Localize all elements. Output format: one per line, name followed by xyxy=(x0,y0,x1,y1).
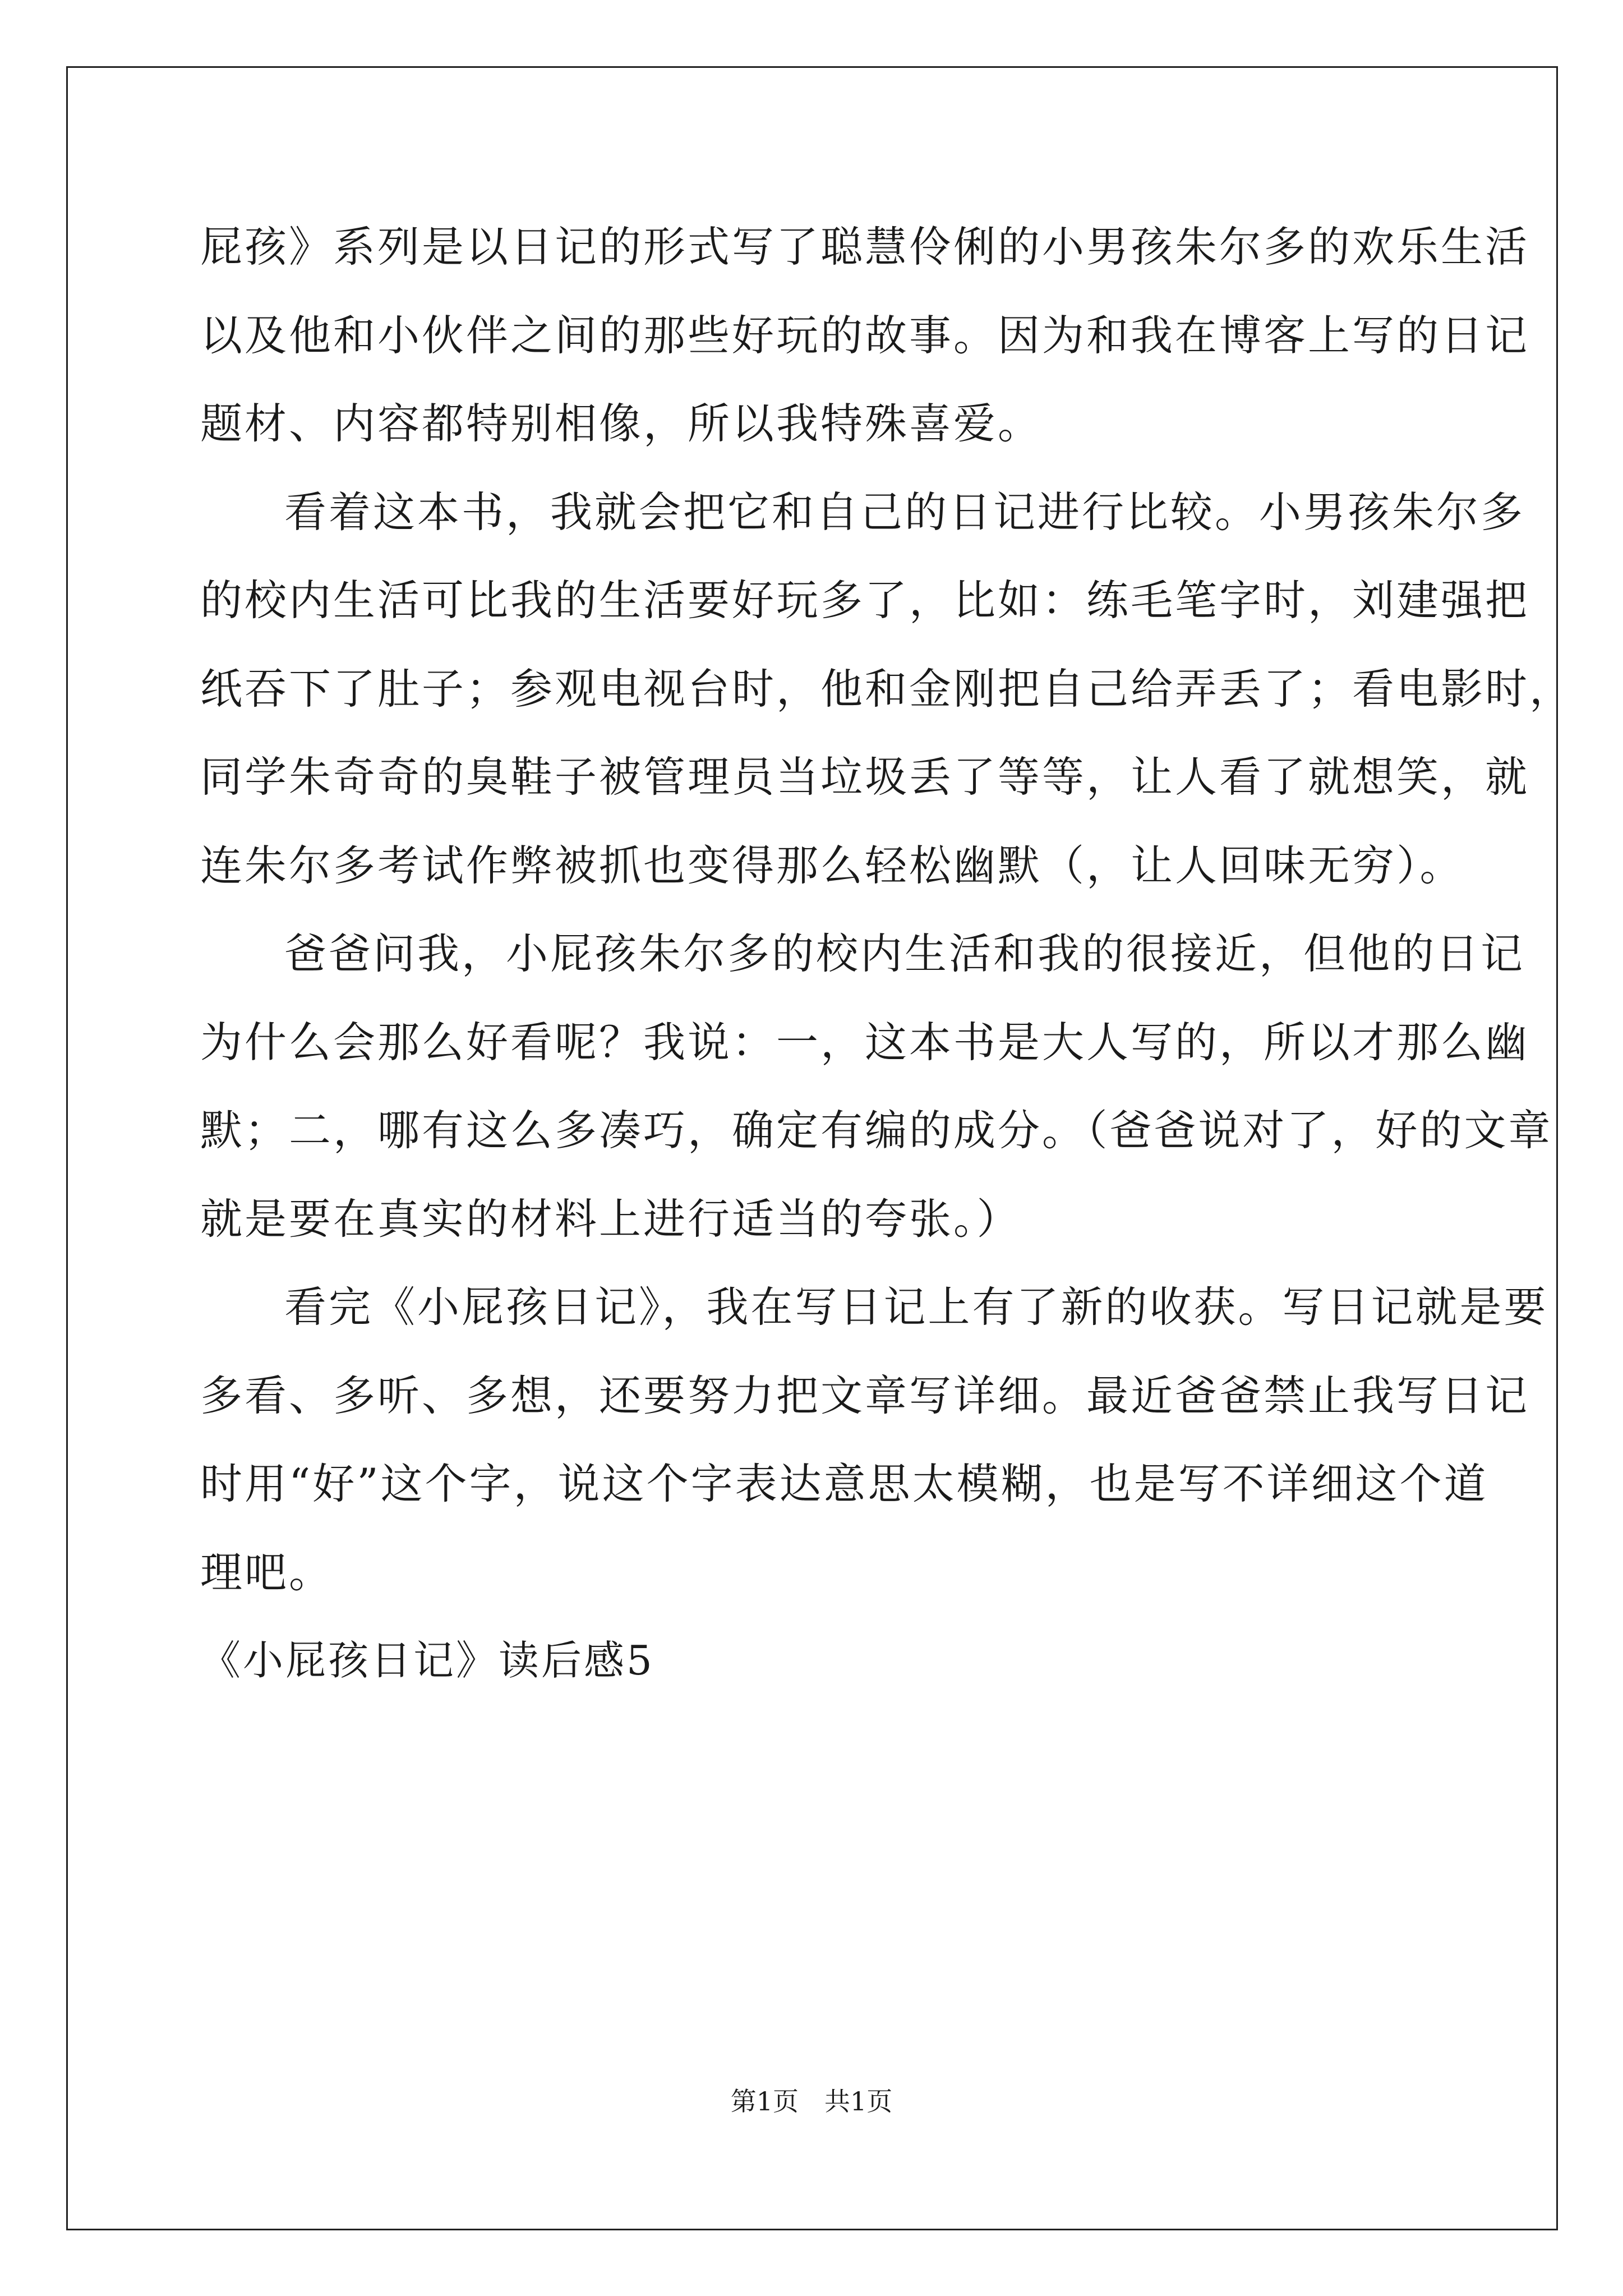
text-line: 多看、多听、多想，还要努力把文章写详细。最近爸爸禁止我写日记 xyxy=(200,1370,1530,1420)
text-line: 就是要在真实的材料上进行适当的夸张。） xyxy=(200,1194,1021,1244)
text-line: 屁孩》系列是以日记的形式写了聪慧伶俐的小男孩朱尔多的欢乐生活 xyxy=(200,222,1530,272)
text-line: 连朱尔多考试作弊被抓也变得那么轻松幽默（，让人回味无穷）。 xyxy=(200,840,1464,890)
paragraph-start-line: 看着这本书，我就会把它和自己的日记进行比较。小男孩朱尔多 xyxy=(284,487,1525,537)
text-line: 默；二，哪有这么多凑巧，确定有编的成分。（爸爸说对了，好的文章 xyxy=(200,1106,1553,1155)
text-line: 时用“好”这个字，说这个字表达意思太模糊，也是写不详细这个道 xyxy=(200,1459,1488,1508)
text-line: 理吧。 xyxy=(200,1547,334,1597)
text-line: 为什么会那么好看呢？我说：一，这本书是大人写的，所以才那么幽 xyxy=(200,1017,1530,1067)
text-line: 题材、内容都特别相像，所以我特殊喜爱。 xyxy=(200,399,1043,448)
paragraph-start-line: 爸爸问我，小屁孩朱尔多的校内生活和我的很接近，但他的日记 xyxy=(284,929,1525,978)
page-number-footer: 第1页 共1页 xyxy=(730,2086,893,2116)
section-heading: 《小屁孩日记》读后感5 xyxy=(200,1637,654,1684)
text-line: 纸吞下了肚子；参观电视台时，他和金刚把自己给弄丢了；看电影时， xyxy=(200,664,1574,714)
paragraph-start-line: 看完《小屁孩日记》，我在写日记上有了新的收获。写日记就是要 xyxy=(284,1282,1548,1332)
text-line: 同学朱奇奇的臭鞋子被管理员当垃圾丢了等等，让人看了就想笑，就 xyxy=(200,752,1530,802)
text-line: 以及他和小伙伴之间的那些好玩的故事。因为和我在博客上写的日记 xyxy=(200,310,1530,360)
text-line: 的校内生活可比我的生活要好玩多了，比如：练毛笔字时，刘建强把 xyxy=(200,576,1530,625)
document-body xyxy=(200,219,1574,1721)
